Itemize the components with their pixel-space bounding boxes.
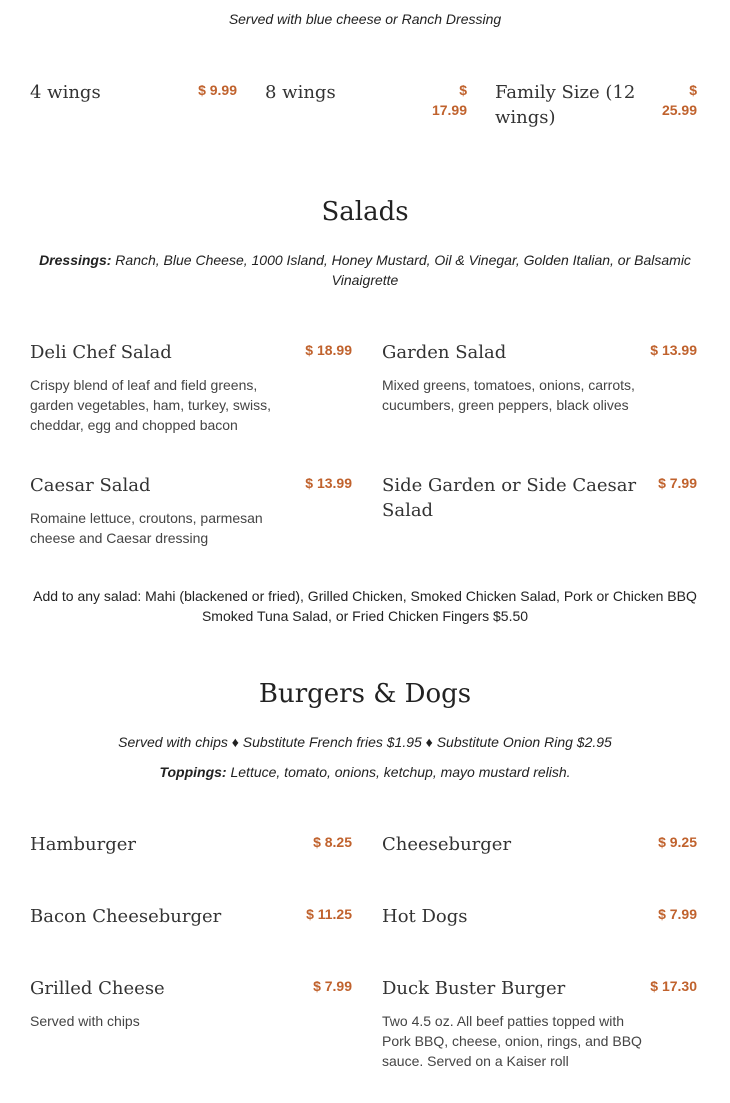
salad-add-on-line2: Smoked Tuna Salad, or Fried Chicken Fingers $5.50 <box>201 608 529 624</box>
menu-item-bacon-cheeseburger <box>30 904 352 934</box>
item-price-line1: $ <box>689 82 697 98</box>
dressings-text: Ranch, Blue Cheese, 1000 Island, Honey Mustard, Oil & Vinegar, Golden Italian, or Balsamic <box>111 252 691 268</box>
item-price: $ 7.99 <box>313 978 352 994</box>
menu-item-grilled-cheese <box>30 976 352 1036</box>
item-desc-line1: Mixed greens, tomatoes, onions, carrots, <box>382 377 635 393</box>
menu-item-caesar-salad <box>30 473 352 553</box>
wings-note: Served with blue cheese or Ranch Dressing <box>228 11 502 27</box>
item-price: $ 8.25 <box>313 834 352 850</box>
item-price-line1: $ <box>459 82 467 98</box>
item-desc-line2: cucumbers, green peppers, black olives <box>382 397 629 413</box>
item-name: Caesar Salad <box>30 475 151 496</box>
item-price: $ 17.30 <box>650 978 697 994</box>
item-desc-line2: cheese and Caesar dressing <box>30 530 209 546</box>
item-price-line2: 25.99 <box>661 102 697 118</box>
salad-dressings-note <box>30 250 700 270</box>
toppings-label: Toppings: <box>159 764 227 780</box>
item-price: $ 7.99 <box>658 475 697 491</box>
item-desc-line2: Pork BBQ, cheese, onion, rings, and BBQ <box>382 1033 642 1049</box>
item-name: 4 wings <box>30 82 101 103</box>
item-name: Grilled Cheese <box>30 978 165 999</box>
item-desc-line1: Two 4.5 oz. All beef patties topped with <box>382 1013 625 1029</box>
menu-item-hot-dogs <box>382 904 697 934</box>
item-name: Hamburger <box>30 834 136 855</box>
item-name-line2: wings) <box>495 107 556 128</box>
item-desc-line3: sauce. Served on a Kaiser roll <box>382 1053 569 1069</box>
salad-dressings-note-line2: Vinaigrette <box>331 272 399 288</box>
toppings-text: Lettuce, tomato, onions, ketchup, mayo mustard relish. <box>226 764 571 780</box>
item-name: Duck Buster Burger <box>382 978 566 999</box>
burgers-note: Served with chips ♦ Substitute French fries $1.95 ♦ Substitute Onion Ring $2.95 <box>118 734 612 750</box>
salad-add-on-line1: Add to any salad: Mahi (blackened or fried), Grilled Chicken, Smoked Chicken Salad, Pork or Chicken BBQ <box>33 588 697 604</box>
item-name-line1: Family Size (12 <box>495 82 636 103</box>
item-price: $ 18.99 <box>305 342 352 358</box>
menu-item-duck-buster-burger <box>382 976 697 1076</box>
menu-item-8-wings <box>265 80 467 125</box>
burgers-toppings-note <box>30 762 700 782</box>
item-price: $ 7.99 <box>658 906 697 922</box>
item-name: Garden Salad <box>382 342 507 363</box>
menu-item-garden-salad <box>382 340 697 420</box>
item-price: $ 13.99 <box>650 342 697 358</box>
item-price-line2: 17.99 <box>431 102 467 118</box>
item-name: 8 wings <box>265 82 336 103</box>
item-price: $ 9.99 <box>198 82 237 98</box>
item-name: Cheeseburger <box>382 834 512 855</box>
section-title-burgers: Burgers & Dogs <box>258 679 472 709</box>
section-title-salads: Salads <box>321 197 409 227</box>
menu-item-side-salad <box>382 473 697 528</box>
item-name: Bacon Cheeseburger <box>30 906 222 927</box>
item-name-line2: Salad <box>382 500 434 521</box>
item-name: Hot Dogs <box>382 906 468 927</box>
item-desc-line1: Served with chips <box>30 1013 140 1029</box>
item-price: $ 9.25 <box>658 834 697 850</box>
menu-item-4-wings <box>30 80 237 110</box>
menu-item-cheeseburger <box>382 832 697 862</box>
dressings-label: Dressings: <box>39 252 112 268</box>
menu-item-family-size-wings <box>495 80 697 135</box>
item-desc-line2: garden vegetables, ham, turkey, swiss, <box>30 397 271 413</box>
item-price: $ 13.99 <box>305 475 352 491</box>
item-desc-line1: Romaine lettuce, croutons, parmesan <box>30 510 263 526</box>
item-desc-line3: cheddar, egg and chopped bacon <box>30 417 238 433</box>
item-name: Deli Chef Salad <box>30 342 172 363</box>
menu-item-deli-chef-salad <box>30 340 352 440</box>
item-name-line1: Side Garden or Side Caesar <box>382 475 637 496</box>
item-price: $ 11.25 <box>306 906 352 922</box>
item-desc-line1: Crispy blend of leaf and field greens, <box>30 377 258 393</box>
menu-item-hamburger <box>30 832 352 862</box>
